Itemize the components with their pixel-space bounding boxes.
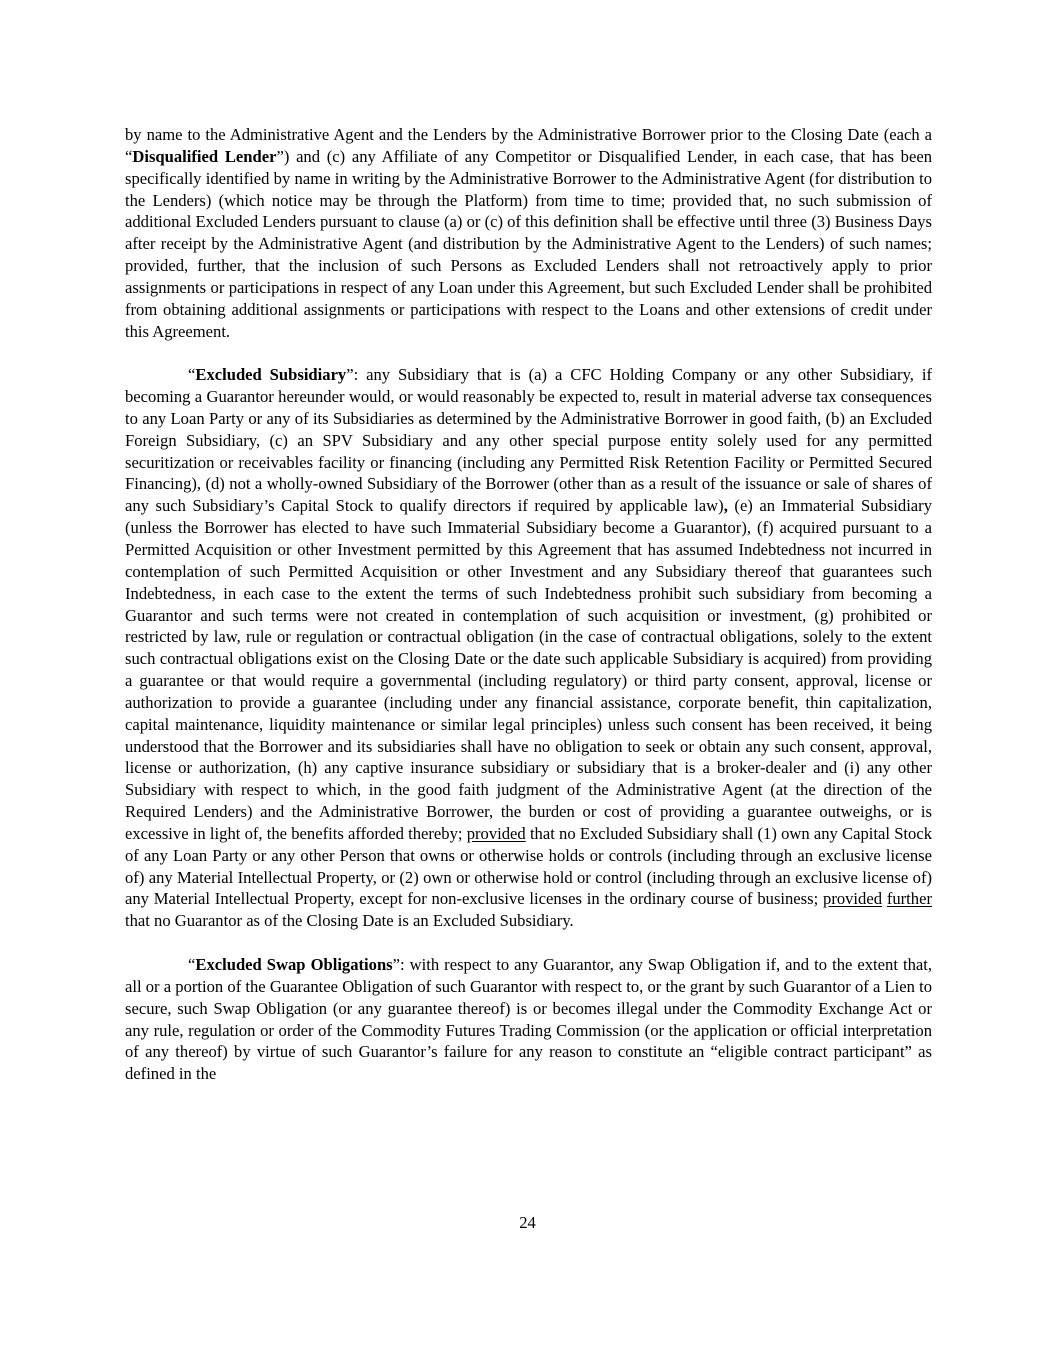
underlined-provided: provided	[823, 889, 883, 909]
definition-text: that no Guarantor as of the Closing Date is an Excluded Subsidiary.	[125, 911, 574, 931]
definition-text: (e) an Immaterial Subsidiary (unless the Borrower has elected to have such Immaterial Subsidiary become a Guarantor), (f) acquired pursuant to a Permitted Acquisition or other Investment permitted by this Agreement that has assumed Indebtedness not incurred in contemplation of such Permitted Acquisition or other Investment and any Subsidiary thereof that guarantees such Indebtedness, in each case to the extent the terms of such Indebtedness prohibit such subsidiary from becoming a Guarantor and such terms were not created in contemplation of such acquisition or investment, (g) prohibited or restricted by law, rule or regulation or contractual obligation (in the case of contractual obligations, solely to the extent such contractual obligations exist on the Closing Date or the date such applicable Subsidiary is acquired) from providing a guarantee or that would require a governmental (including regulatory) or third party consent, approval, license or authorization to provide a guarantee (including under any financial assistance, corporate benefit, thin capitalization, capital maintenance, liquidity maintenance or similar legal principles) unless such consent has been received, it being understood that the Borrower and its subsidiaries shall have no obligation to seek or obtain any such consent, approval, license or authorization, (h) any captive insurance subsidiary or subsidiary that is a broker-dealer and (i) any other Subsidiary with respect to which, in the good faith judgment of the Administrative Agent (at the direction of the Required Lenders) and the Administrative Borrower, the burden or cost of providing a guarantee outweighs, or is excessive in light of, the benefits afforded thereby;	[125, 496, 932, 843]
definition-text: that no Excluded Subsidiary shall (1) own any Capital Stock of any Loan Party or any other Person that owns or otherwise holds or controls (including through an exclusive license of) any Material Intellectual Property, or (2) own or otherwise hold or control (including through an exclusive license of) any Material Intellectual Property, except for non-exclusive licenses in the ordinary course of business;	[125, 823, 932, 909]
definition-text: ”: any Subsidiary that is (a) a CFC Holding Company or any other Subsidiary, if becoming a Guarantor hereunder would, or would reasonably be expected to, result in material adverse tax consequences to any Loan Party or any of its Subsidiaries as determined by the Administrative Borrower in good faith, (b) an Excluded Foreign Subsidiary, (c) an SPV Subsidiary and any other special purpose entity solely used for any permitted securitization or receivables facility or financing (including any Permitted Risk Retention Facility or Permitted Secured Financing), (d) not a wholly-owned Subsidiary of the Borrower (other than as a result of the issuance or sale of shares of any such Subsidiary’s Capital Stock to qualify directors if required by applicable law)	[125, 365, 932, 516]
paragraph-text: by name to the Administrative Agent and the Lenders by the Administrative Borrower prior to the Closing Date (each a “	[125, 125, 932, 166]
defined-term-excluded-subsidiary: Excluded Subsidiary	[195, 365, 347, 385]
defined-term-excluded-swap-obligations: Excluded Swap Obligations	[195, 954, 393, 974]
bold-comma: ,	[723, 496, 728, 516]
underlined-provided: provided	[466, 823, 526, 843]
definition-text: ”: with respect to any Guarantor, any Swap Obligation if, and to the extent that, all or a portion of the Guarantee Obligation of such Guarantor with respect to, or the grant by such Guarantor of a Lien to secure, such Swap Obligation (or any guarantee thereof) is or becomes illegal under the Commodity Exchange Act or any rule, regulation or order of the Commodity Futures Trading Commission (or the application or official interpretation of any thereof) by virtue of such Guarantor’s failure for any reason to constitute an “eligible contract participant” as defined in the	[125, 954, 932, 1084]
open-quote: “	[188, 954, 196, 974]
open-quote: “	[188, 365, 196, 385]
continuation-paragraph	[125, 124, 932, 342]
document-page	[125, 124, 932, 1085]
page-number: 24	[519, 1213, 536, 1232]
defined-term-disqualified-lender: Disqualified Lender	[132, 146, 277, 166]
paragraph-text: ”) and (c) any Affiliate of any Competitor or Disqualified Lender, in each case, that has been specifically identified by name in writing by the Administrative Borrower to the Administrative Agent (for distribution to the Lenders) (which notice may be through the Platform) from time to time; provided that, no such submission of additional Excluded Lenders pursuant to clause (a) or (c) of this definition shall be effective until three (3) Business Days after receipt by the Administrative Agent (and distribution by the Administrative Agent to the Lenders) of such names; provided, further, that the inclusion of such Persons as Excluded Lenders shall not retroactively apply to prior assignments or participations in respect of any Loan under this Agreement, but such Excluded Lender shall be prohibited from obtaining additional assignments or participations with respect to the Loans and other extensions of credit under this Agreement.	[125, 146, 933, 341]
underlined-further: further	[886, 889, 932, 909]
definition-excluded-swap-obligations	[125, 954, 932, 1085]
definition-excluded-subsidiary	[125, 364, 932, 932]
